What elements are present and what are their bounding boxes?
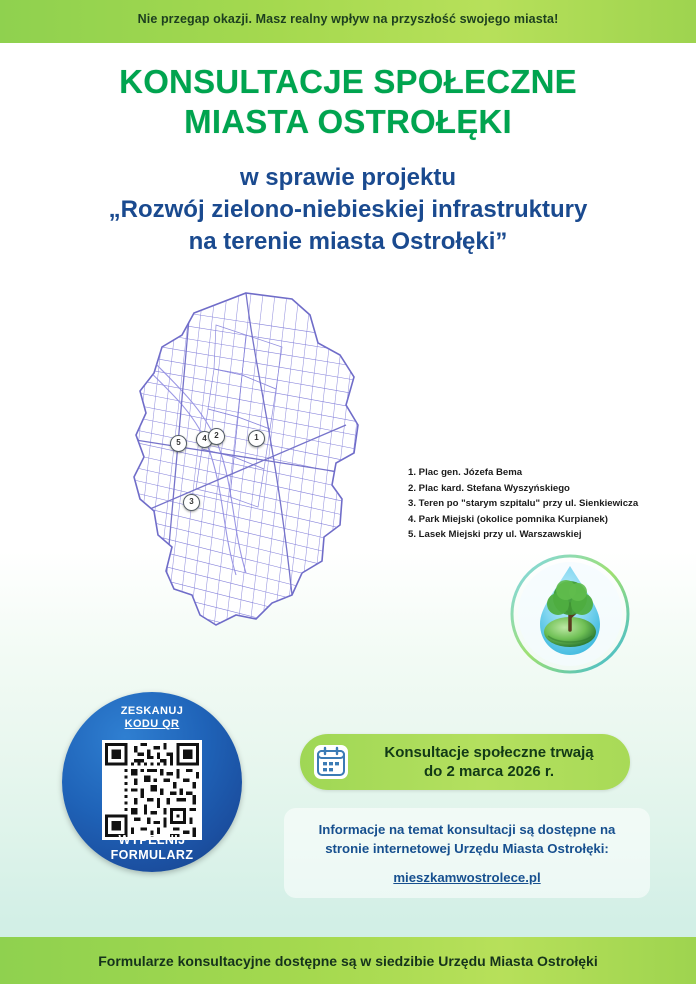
qr-code-svg[interactable]: [105, 743, 199, 837]
qr-top-label: [62, 705, 242, 731]
page-subtitle: [0, 162, 696, 258]
map-legend: [408, 465, 666, 543]
date-line1: Konsultacje społeczne trwają: [384, 744, 594, 761]
top-banner-text: Nie przegap okazji. Masz realny wpływ na przyszłość swojego miasta!: [137, 12, 559, 26]
legend-item: 4. Park Miejski (okolice pomnika Kurpianek): [408, 513, 608, 525]
consultation-date-text: [358, 744, 620, 782]
qr-top-line1: ZESKANUJ: [120, 705, 184, 717]
info-line1: Informacje na temat konsultacji są dostępne na: [318, 822, 616, 837]
info-box: [284, 808, 650, 898]
bottom-banner-text: Formularze konsultacyjne dostępne są w siedzibie Urzędu Miasta Ostrołęki: [98, 953, 598, 969]
calendar-icon: [314, 745, 348, 779]
date-line2: do 2 marca 2026 r.: [423, 762, 555, 780]
legend-item: 2. Plac kard. Stefana Wyszyńskiego: [408, 482, 570, 494]
legend-item: 3. Teren po "starym szpitalu" przy ul. Sienkiewicza: [408, 498, 639, 510]
page-title: [0, 62, 696, 143]
qr-bottom-label: [62, 833, 242, 862]
map-marker-1[interactable]: 1: [248, 430, 265, 447]
map-marker-4[interactable]: 4: [196, 431, 213, 448]
qr-bottom-line1: WYPEŁNIJ: [118, 833, 186, 848]
legend-item: 1. Plac gen. Józefa Bema: [408, 467, 523, 478]
website-link[interactable]: mieszkamwostrolece.pl: [393, 870, 541, 885]
calendar-icon-svg: [314, 745, 348, 779]
consultation-date-pill: [300, 734, 630, 790]
page-title-line1: KONSULTACJE SPOŁECZNE: [119, 63, 577, 100]
legend-item: 5. Lasek Miejski przy ul. Warszawskiej: [408, 529, 582, 541]
qr-code[interactable]: [102, 740, 202, 840]
qr-bottom-line2: FORMULARZ: [110, 847, 194, 862]
city-map: [96, 285, 426, 685]
subtitle-line2: „Rozwój zielono-niebieskiej infrastruktury: [108, 195, 588, 223]
info-text: [294, 821, 640, 858]
city-map-svg: [96, 285, 426, 685]
page-title-line2: MIASTA OSTROŁĘKI: [184, 103, 512, 141]
qr-badge[interactable]: [62, 692, 242, 872]
info-line2: stronie internetowej Urzędu Miasta Ostrołęki:: [325, 840, 609, 856]
logo-svg: [508, 552, 632, 676]
qr-top-line2: KODU QR: [124, 717, 180, 730]
subtitle-line1: w sprawie projektu: [239, 164, 457, 191]
water-droplet-tree-logo: [508, 552, 632, 676]
map-marker-2[interactable]: 2: [208, 428, 225, 445]
map-marker-5[interactable]: 5: [170, 435, 187, 452]
map-marker-3[interactable]: 3: [183, 494, 200, 511]
subtitle-line3: na terenie miasta Ostrołęki”: [188, 227, 508, 255]
